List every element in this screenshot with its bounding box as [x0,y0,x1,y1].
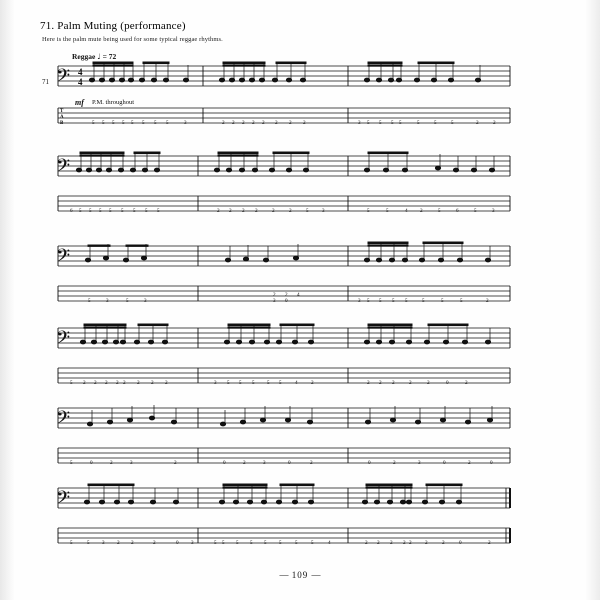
svg-text:0: 0 [176,540,179,546]
svg-text:5: 5 [379,120,382,126]
time-signature-top: 4 [78,67,83,77]
notation-glyphs-3 [85,242,490,262]
svg-text:5: 5 [142,120,145,126]
svg-text:5: 5 [92,120,95,126]
svg-text:2: 2 [310,460,313,466]
svg-text:2: 2 [420,208,423,214]
tab-clef-a: A [60,115,64,120]
svg-text:0: 0 [285,298,288,304]
svg-text:2: 2 [252,120,255,126]
music-system-1 [48,60,518,150]
svg-text:5: 5 [109,208,112,214]
svg-text:2: 2 [289,120,292,126]
bass-clef-icon: 𝄢 [56,488,71,513]
svg-text:2: 2 [390,540,393,546]
svg-text:5: 5 [227,380,230,386]
svg-text:2: 2 [272,208,275,214]
svg-text:2: 2 [123,380,126,386]
svg-text:6: 6 [70,208,73,214]
svg-text:2: 2 [493,120,496,126]
page-number-footer [0,570,600,580]
bass-clef-icon: 𝄢 [56,66,71,91]
svg-text:5: 5 [252,380,255,386]
svg-text:2: 2 [105,380,108,386]
svg-text:5: 5 [405,298,408,304]
svg-text:5: 5 [102,120,105,126]
svg-text:2: 2 [273,292,276,298]
svg-text:4: 4 [328,540,331,546]
svg-text:5: 5 [133,208,136,214]
music-system-5 [48,402,518,482]
music-system-3 [48,240,518,320]
svg-text:5: 5 [279,380,282,386]
svg-text:2: 2 [255,208,258,214]
page-subtitle: Here is the palm mute being used for some typical reggae rhythms. [42,36,223,43]
svg-text:5: 5 [441,298,444,304]
svg-text:3: 3 [130,460,133,466]
svg-text:2: 2 [174,460,177,466]
svg-text:5: 5 [267,380,270,386]
svg-text:2: 2 [486,298,489,304]
svg-text:5: 5 [279,540,282,546]
svg-text:6: 6 [456,208,459,214]
svg-text:2: 2 [393,460,396,466]
svg-text:2: 2 [110,460,113,466]
music-system-6 [48,482,518,562]
svg-text:5: 5 [239,380,242,386]
bass-clef-icon: 𝄢 [56,246,71,271]
svg-text:0: 0 [446,380,449,386]
svg-text:0: 0 [459,540,462,546]
tab-clef-t: T [60,109,64,114]
quarter-note-icon: ♩ [97,52,101,61]
svg-text:5: 5 [79,208,82,214]
svg-text:5: 5 [166,120,169,126]
svg-text:0: 0 [223,460,226,466]
svg-text:0: 0 [90,460,93,466]
svg-text:5: 5 [157,208,160,214]
svg-text:2: 2 [425,540,428,546]
svg-text:0: 0 [490,460,493,466]
svg-text:5: 5 [87,540,90,546]
barlines [58,408,510,463]
barlines [58,328,510,383]
svg-text:3: 3 [263,460,266,466]
page-title: 71. Palm Muting (performance) [40,20,186,32]
barlines [58,488,510,543]
svg-text:2: 2 [303,120,306,126]
svg-text:2: 2 [476,120,479,126]
svg-text:5: 5 [154,120,157,126]
svg-text:3: 3 [358,298,361,304]
time-signature-bottom: 4 [78,77,83,87]
svg-text:2: 2 [488,540,491,546]
svg-text:3: 3 [322,208,325,214]
svg-text:3: 3 [144,298,147,304]
page-number-dash-left: — [279,570,289,580]
svg-text:2: 2 [117,540,120,546]
svg-text:5: 5 [391,120,394,126]
svg-text:2: 2 [465,380,468,386]
svg-text:5: 5 [70,540,73,546]
notation-glyphs-1 [89,62,480,82]
svg-text:5: 5 [379,298,382,304]
bass-clef-icon: 𝄢 [56,156,71,181]
svg-text:2: 2 [427,380,430,386]
svg-text:2: 2 [379,380,382,386]
svg-text:5: 5 [112,120,115,126]
tempo-style-label: Reggae [72,52,96,61]
svg-text:2: 2 [116,380,119,386]
svg-text:2: 2 [242,120,245,126]
svg-text:5: 5 [88,298,91,304]
svg-text:2: 2 [83,380,86,386]
barlines [58,66,510,123]
svg-text:5: 5 [451,120,454,126]
svg-text:5: 5 [131,120,134,126]
barlines [58,156,510,211]
staff-lines [58,66,510,86]
staff-lines [58,488,510,508]
svg-text:5: 5 [121,208,124,214]
svg-text:5: 5 [386,208,389,214]
notation-glyphs-2 [76,152,494,172]
svg-text:2: 2 [94,380,97,386]
svg-text:2: 2 [392,380,395,386]
bass-clef-icon: 𝄢 [56,328,71,353]
svg-text:2: 2 [409,540,412,546]
svg-text:3: 3 [184,120,187,126]
svg-text:5: 5 [295,540,298,546]
svg-text:5: 5 [250,540,253,546]
svg-text:3: 3 [273,298,276,304]
staff-lines [58,156,510,176]
svg-text:5: 5 [214,540,217,546]
svg-text:5: 5 [311,540,314,546]
bass-clef-icon: 𝄢 [56,408,71,433]
svg-text:5: 5 [367,298,370,304]
tab-staff-lines [58,196,510,211]
svg-text:5: 5 [122,120,125,126]
svg-text:5: 5 [434,120,437,126]
measure-number: 71 [42,78,49,86]
svg-text:5: 5 [222,540,225,546]
tab-clef-b: B [60,121,64,126]
svg-text:5: 5 [474,208,477,214]
svg-text:2: 2 [243,460,246,466]
tempo-value: = 72 [102,52,117,61]
notation-glyphs-4 [80,324,490,344]
svg-text:3: 3 [358,120,361,126]
music-system-4 [48,322,518,402]
svg-text:2: 2 [365,540,368,546]
svg-text:2: 2 [262,120,265,126]
svg-text:3: 3 [492,208,495,214]
tab-staff-lines [58,108,510,123]
svg-text:5: 5 [70,380,73,386]
svg-text:5: 5 [367,120,370,126]
staff-lines [58,328,510,348]
svg-text:0: 0 [368,460,371,466]
svg-text:5: 5 [70,460,73,466]
tab-staff-lines [58,368,510,383]
svg-text:5: 5 [367,208,370,214]
svg-text:5: 5 [460,298,463,304]
svg-text:5: 5 [399,120,402,126]
svg-text:2: 2 [275,120,278,126]
svg-text:4: 4 [405,208,408,214]
svg-text:5: 5 [236,540,239,546]
svg-text:2: 2 [377,540,380,546]
svg-text:3: 3 [418,460,421,466]
svg-text:2: 2 [137,380,140,386]
svg-text:2: 2 [289,208,292,214]
svg-text:5: 5 [392,298,395,304]
svg-text:3: 3 [214,380,217,386]
music-system-2 [48,150,518,230]
svg-text:2: 2 [285,292,288,298]
svg-text:3: 3 [191,540,194,546]
svg-text:2: 2 [222,120,225,126]
notation-glyphs-6 [84,484,462,504]
svg-text:5: 5 [417,120,420,126]
svg-text:5: 5 [422,298,425,304]
svg-text:4: 4 [295,380,298,386]
svg-text:2: 2 [468,460,471,466]
svg-text:2: 2 [409,380,412,386]
svg-text:2: 2 [165,380,168,386]
svg-text:2: 2 [311,380,314,386]
staff-lines [58,246,510,266]
svg-text:2: 2 [229,208,232,214]
technique-text: P.M. throughout [92,99,135,106]
svg-text:5: 5 [438,208,441,214]
svg-text:2: 2 [153,540,156,546]
svg-text:2: 2 [242,208,245,214]
dynamic-marking: mf [75,98,84,107]
svg-text:5: 5 [306,208,309,214]
svg-text:5: 5 [89,208,92,214]
svg-text:3: 3 [106,298,109,304]
svg-text:5: 5 [126,298,129,304]
svg-text:2: 2 [151,380,154,386]
svg-text:0: 0 [443,460,446,466]
svg-text:2: 2 [217,208,220,214]
svg-text:2: 2 [367,380,370,386]
svg-text:3: 3 [102,540,105,546]
svg-text:2: 2 [131,540,134,546]
svg-text:2: 2 [442,540,445,546]
svg-text:5: 5 [264,540,267,546]
svg-text:2: 2 [232,120,235,126]
barlines [58,246,510,301]
svg-text:5: 5 [99,208,102,214]
tab-numbers-system-3 [88,292,489,304]
svg-text:4: 4 [297,292,300,298]
page-number-dash-right: — [311,570,321,580]
svg-text:2: 2 [403,540,406,546]
svg-text:0: 0 [288,460,291,466]
page-number: 109 [291,570,309,580]
svg-text:5: 5 [145,208,148,214]
